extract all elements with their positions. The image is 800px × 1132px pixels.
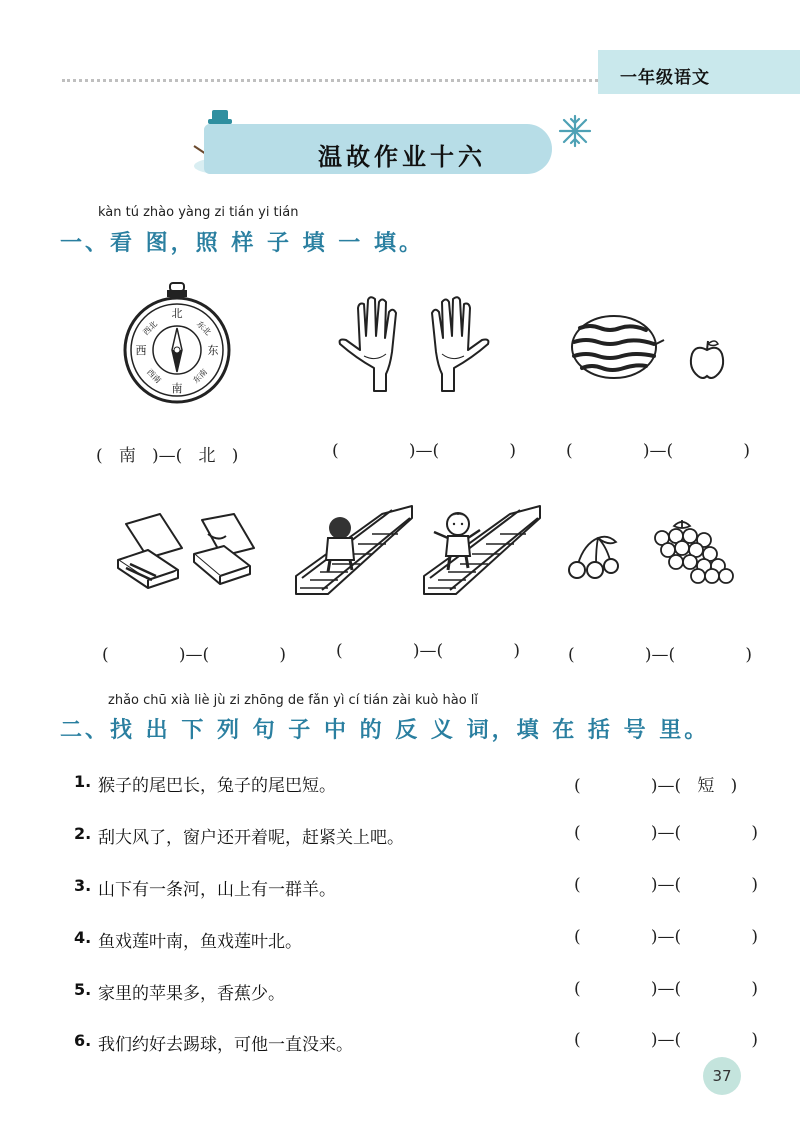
pencil-box-closed-icon [192,514,258,586]
section2-pinyin: zhǎo chū xià liè jù zi zhōng de fǎn yì cí tián zài kuò hào lǐ [108,693,478,708]
question-text: 我们约好去踢球，可他一直没来。 [98,1035,353,1055]
section1-pinyin: kàn tú zhào yàng zi tián yi tián [98,205,299,220]
snowflake-icon [558,114,592,148]
question-number: 1. [74,772,92,791]
row1-answer-fruit[interactable]: ( )—( ) [566,441,751,461]
question-text: 山下有一条河，山上有一群羊。 [98,880,336,900]
row1-answer-compass[interactable]: ( 南 )—( 北 ) [96,446,239,466]
compass-ne: 东北 [194,319,213,338]
row2-answer-fruit[interactable]: ( )—( ) [568,645,753,665]
grade-label: 一年级语文 [620,68,710,88]
compass-se: 东南 [191,367,210,386]
question-answer[interactable]: ( )—( ) [574,875,759,895]
cherries-icon [564,534,622,580]
compass-icon [118,280,236,410]
watermelon-icon [570,314,670,380]
grapes-icon [652,518,738,584]
section1-heading: 一、看 图，照 样 子 填 一 填。 [60,231,424,256]
compass-s: 南 [171,382,183,395]
pencil-box-open-icon [116,514,194,590]
question-text: 刮大风了，窗户还开着呢，赶紧关上吧。 [98,828,404,848]
question-answer[interactable]: ( )—( 短 ) [574,776,738,796]
stairs-up-icon [292,494,416,604]
row2-answer-pencil-box[interactable]: ( )—( ) [102,645,287,665]
compass-nw: 西北 [141,319,160,338]
question-number: 2. [74,824,92,843]
compass-w: 西 [135,344,147,357]
compass-e: 东 [207,344,219,357]
apple-icon [688,338,726,380]
question-number: 6. [74,1031,92,1050]
question-number: 4. [74,928,92,947]
compass-n: 北 [171,307,183,320]
question-answer[interactable]: ( )—( ) [574,979,759,999]
hands-icon [334,296,494,396]
question-text: 猴子的尾巴长，兔子的尾巴短。 [98,776,336,796]
stairs-down-icon [420,494,544,604]
question-answer[interactable]: ( )—( ) [574,823,759,843]
header-dotted-rule [62,79,598,82]
question-text: 家里的苹果多，香蕉少。 [98,984,285,1004]
row1-answer-hands[interactable]: ( )—( ) [332,441,517,461]
question-answer[interactable]: ( )—( ) [574,1030,759,1050]
question-answer[interactable]: ( )—( ) [574,927,759,947]
page-number: 37 [703,1057,741,1095]
question-number: 5. [74,980,92,999]
row2-answer-stairs[interactable]: ( )—( ) [336,641,521,661]
compass-sw: 西南 [144,367,163,386]
section2-heading: 二、找 出 下 列 句 子 中 的 反 义 词，填 在 括 号 里。 [60,718,710,743]
question-text: 鱼戏莲叶南，鱼戏莲叶北。 [98,932,302,952]
question-number: 3. [74,876,92,895]
page-title: 温故作业十六 [318,143,486,171]
